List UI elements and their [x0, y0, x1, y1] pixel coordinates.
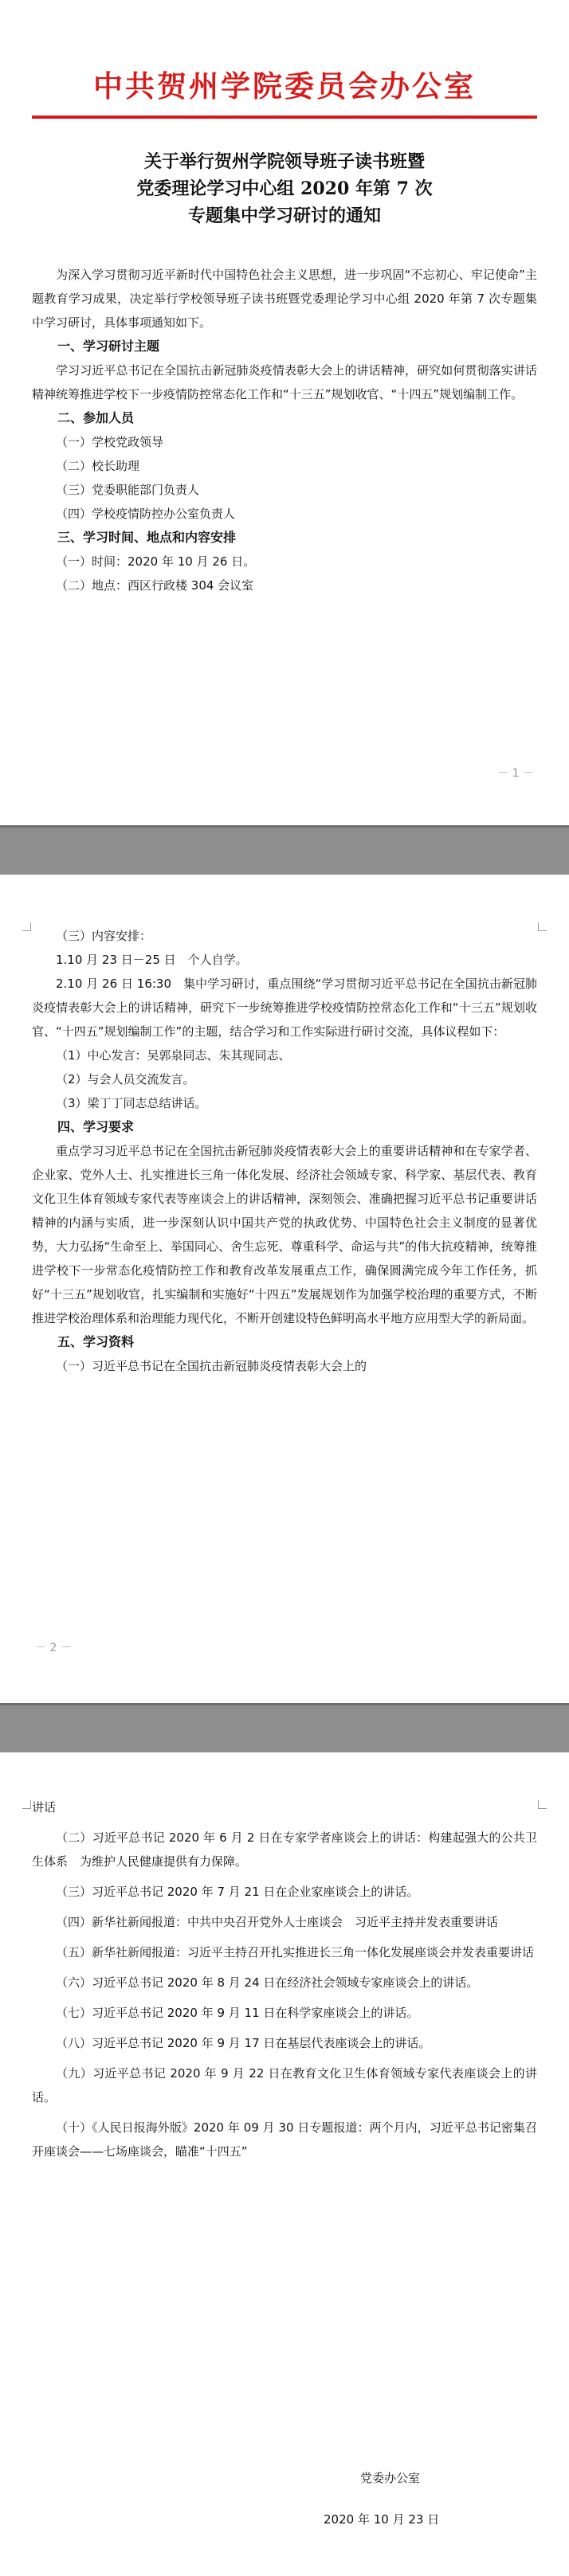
agenda-item: （3）梁丁丁同志总结讲话。 [56, 1096, 207, 1110]
page-number-1: － 1 － [497, 767, 534, 780]
material-item-1-end: 讲话 [32, 1800, 57, 1815]
document-page-2 [0, 875, 569, 1703]
content-arrangement-heading: （三）内容安排： [56, 929, 152, 943]
org-header-title: 中共贺州学院委员会办公室 [93, 69, 476, 104]
page-gap-2 [0, 1703, 569, 1752]
intro-paragraph: 为深入学习贯彻习近平新时代中国特色社会主义思想，进一步巩固“不忘初心、牢记使命”主题教育学习成果，决定举行学校领导班子读书班暨党委理论学习中心组 2020 年第 7 次专题集中学习研讨，具体事项通知如下。 [32, 268, 537, 330]
section-1-heading: 一、学习研讨主题 [57, 339, 160, 354]
title-line-1: 关于举行贺州学院领导班子读书班暨 [143, 151, 425, 172]
page-number-2: － 2 － [35, 1642, 72, 1654]
agenda-item: （1）中心发言：吴郭泉同志、朱其现同志、 [56, 1048, 291, 1063]
material-item: （五）新华社新闻报道：习近平主持召开扎实推进长三角一体化发展座谈会并发表重要讲话 [56, 1945, 535, 1959]
schedule-time: （一）时间：2020 年 10 月 26 日。 [56, 554, 256, 569]
agenda-item: （2）与会人员交流发言。 [56, 1072, 195, 1086]
page2-body [32, 924, 537, 1378]
title-line-3: 专题集中学习研讨的通知 [187, 206, 381, 226]
material-item: （四）新华社新闻报道：中共中央召开党外人士座谈会 习近平主持并发表重要讲话 [56, 1915, 499, 1929]
material-item: （六）习近平总书记 2020 年 8 月 24 日在经济社会领域专家座谈会上的讲话。 [56, 1975, 479, 1990]
signature-date: 2020 年 10 月 23 日 [324, 2512, 440, 2527]
material-item: （三）习近平总书记 2020 年 7 月 21 日在企业家座谈会上的讲话。 [56, 1885, 419, 1899]
schedule-location: （二）地点：西区行政楼 304 会议室 [56, 578, 254, 593]
section-4-text: 重点学习习近平总书记在全国抗击新冠肺炎疫情表彰大会上的重要讲话精神和在专家学者、企业家、党外人士、扎实推进长三角一体化发展、经济社会领域专家、科学家、基层代表、教育文化卫生体育领域专家代表等座谈会上的讲话精神，深刻领会、准确把握习近平总书记重要讲话精神的内涵与实质，进一步深刻认识中国共产党的执政优势、中国特色社会主义制度的显著优势，大力弘扬“生命至上、举国同心、舍生忘死、尊重科学、命运与共”的伟大抗疫精神，统筹推进学校下一步常态化疫情防控工作和教育改革发展重点工作，确保圆满完成今年工作任务，抓好“十三五”规划收官，扎实编制和实施好“十四五”发展规划作为加强学校治理的重要方式，不断推进学校治理体系和治理能力现代化，不断开创建设特色鲜明高水平地方应用型大学的新局面。 [32, 1144, 537, 1325]
material-item: （八）习近平总书记 2020 年 9 月 17 日在基层代表座谈会上的讲话。 [56, 2036, 431, 2050]
document-page-3 [0, 1752, 569, 2576]
header-red-rule [32, 115, 537, 119]
attendee-item: （四）学校疫情防控办公室负责人 [56, 507, 236, 521]
material-item: （七）习近平总书记 2020 年 9 月 11 日在科学家座谈会上的讲话。 [56, 2006, 419, 2020]
material-item-1-start: （一）习近平总书记在全国抗击新冠肺炎疫情表彰大会上的 [56, 1359, 367, 1373]
section-4-heading: 四、学习要求 [57, 1119, 135, 1134]
page1-body [32, 263, 537, 597]
material-item: （十）《人民日报海外版》2020 年 09 月 30 日专题报道：两个月内，习近平总书记密集召开座谈会——七场座谈会，瞄准“十四五” [32, 2120, 537, 2159]
content-item-1: 1.10 月 23 日－25 日 个人自学。 [56, 953, 248, 967]
attendee-item: （一）学校党政领导 [56, 435, 164, 449]
document-page-1 [0, 0, 569, 825]
section-3-heading: 三、学习时间、地点和内容安排 [57, 530, 237, 545]
section-1-text: 学习习近平总书记在全国抗击新冠肺炎疫情表彰大会上的讲话精神，研究如何贯彻落实讲话精神统筹推进学校下一步疫情防控常态化工作和“十三五”规划收官、“十四五”规划编制工作。 [32, 363, 537, 401]
material-item: （九）习近平总书记 2020 年 9 月 22 日在教育文化卫生体育领域专家代表座谈会上的讲话。 [32, 2066, 537, 2104]
title-line-2: 党委理论学习中心组 2020 年第 7 次 [136, 178, 433, 199]
signature-office: 党委办公室 [360, 2471, 421, 2485]
section-2-heading: 二、参加人员 [57, 410, 135, 425]
page3-body [32, 1795, 537, 2163]
page-gap-1 [0, 825, 569, 875]
attendee-item: （二）校长助理 [56, 459, 140, 473]
content-item-2: 2.10 月 26 日 16:30 集中学习研讨，重点围绕“学习贯彻习近平总书记在全国抗击新冠肺炎疫情表彰大会上的讲话精神，研究下一步统筹推进学校疫情防控常态化工作和“十三五”规划收官、“十四五”规划编制工作”的主题，结合学习和工作实际进行研讨交流，具体议程如下： [32, 977, 537, 1039]
material-item: （二）习近平总书记 2020 年 6 月 2 日在专家学者座谈会上的讲话：构建起强大的公共卫生体系 为维护人民健康提供有力保障。 [32, 1830, 537, 1869]
attendee-item: （三）党委职能部门负责人 [56, 483, 200, 497]
section-5-heading: 五、学习资料 [57, 1334, 135, 1349]
document-title [32, 148, 537, 229]
